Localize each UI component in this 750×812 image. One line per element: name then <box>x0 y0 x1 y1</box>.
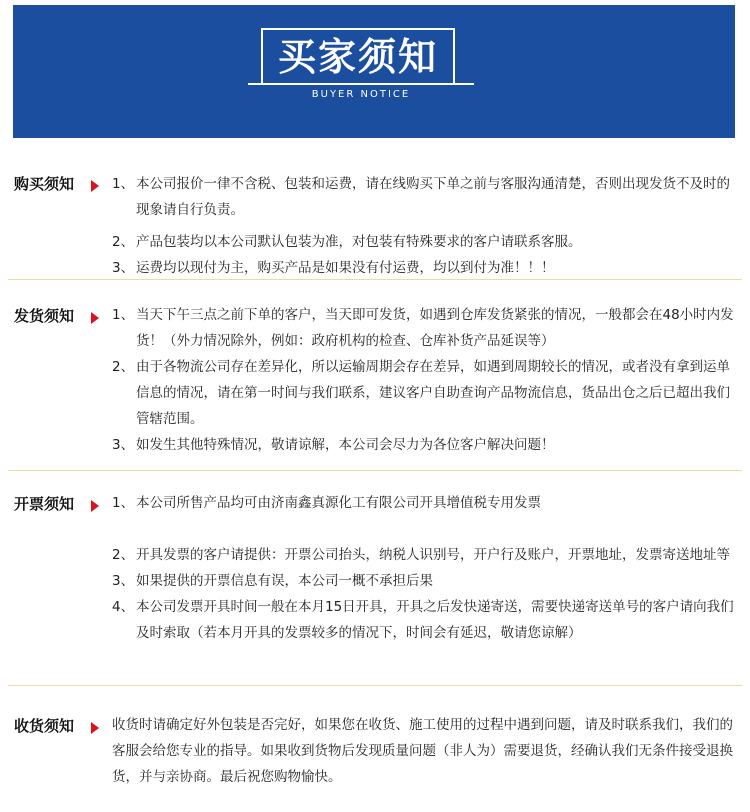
section-label-invoice: 开票须知 <box>14 495 75 513</box>
page-subtitle: BUYER NOTICE <box>311 89 411 100</box>
section-divider <box>8 279 742 280</box>
list-item <box>112 568 736 594</box>
list-item <box>112 255 736 281</box>
item-text: 本公司发票开具时间一般在本月15日开具，开具之后发快递寄送，需要快递寄送单号的客户请向我们及时索取（若本月开具的发票较多的情况下，时间会有延迟，敬请您谅解） <box>136 599 734 641</box>
list-item <box>112 432 736 458</box>
list-item <box>112 171 736 223</box>
item-number: 2、 <box>112 234 135 250</box>
item-text: 由于各物流公司存在差异化，所以运输周期会存在差异，如遇到周期较长的情况，或者没有拿到运单信息的情况，请在第一时间与我们联系，建议客户自助查询产品物流信息，货品出仓之后已超出我们管辖范围。 <box>136 359 730 427</box>
item-number: 3、 <box>112 573 135 589</box>
list-item <box>112 229 736 255</box>
item-number: 2、 <box>112 359 135 375</box>
section-label-purchase: 购买须知 <box>14 175 75 193</box>
item-number: 1、 <box>112 176 135 192</box>
section-divider <box>8 470 742 471</box>
item-text: 当天下午三点之前下单的客户，当天即可发货，如遇到仓库发货紧张的情况，一般都会在48小时内发货！（外力情况除外，例如：政府机构的检查、仓库补货产品延误等） <box>136 307 734 349</box>
shipping-notice-list <box>112 302 736 458</box>
invoice-notice-list <box>112 490 736 646</box>
list-item <box>112 490 736 516</box>
item-text: 如果提供的开票信息有误，本公司一概不承担后果 <box>136 573 433 589</box>
item-number: 1、 <box>112 495 135 511</box>
list-item <box>112 594 736 646</box>
item-text: 开具发票的客户请提供：开票公司抬头，纳税人识别号，开户行及账户，开票地址，发票寄送地址等 <box>136 547 730 563</box>
item-text: 本公司报价一律不含税、包装和运费，请在线购买下单之前与客服沟通清楚，否则出现发货不及时的现象请自行负责。 <box>136 176 730 218</box>
paragraph-text: 收货时请确定好外包装是否完好，如果您在收货、施工使用的过程中遇到问题，请及时联系我们，我们的客服会给您专业的指导。如果收到货物后发现质量问题（非人为）需要退货，经确认我们无条件接受退换货，并与亲协商。最后祝您购物愉快。 <box>112 717 733 785</box>
item-number: 1、 <box>112 307 135 323</box>
item-number: 4、 <box>112 599 135 615</box>
item-text: 产品包装均以本公司默认包装为准，对包装有特殊要求的客户请联系客服。 <box>136 234 582 250</box>
section-label-receiving: 收货须知 <box>14 717 75 735</box>
arrow-right-icon <box>91 500 99 512</box>
item-text: 运费均以现付为主，购买产品是如果没有付运费，均以到付为准！！！ <box>136 260 555 276</box>
item-text: 如发生其他特殊情况，敬请谅解，本公司会尽力为各位客户解决问题！ <box>136 437 555 453</box>
list-item <box>112 542 736 568</box>
page-title: 买家须知 <box>277 35 438 79</box>
arrow-right-icon <box>91 180 99 192</box>
item-text: 本公司所售产品均可由济南鑫真源化工有限公司开具增值税专用发票 <box>136 495 541 511</box>
section-divider <box>8 685 742 686</box>
section-label-shipping: 发货须知 <box>14 307 75 325</box>
purchase-notice-list <box>112 171 736 281</box>
list-item <box>112 354 736 432</box>
item-number: 3、 <box>112 437 135 453</box>
list-item <box>112 302 736 354</box>
item-number: 2、 <box>112 547 135 563</box>
receiving-notice <box>112 712 736 790</box>
arrow-right-icon <box>91 312 99 324</box>
item-number: 3、 <box>112 260 135 276</box>
arrow-right-icon <box>91 722 99 734</box>
